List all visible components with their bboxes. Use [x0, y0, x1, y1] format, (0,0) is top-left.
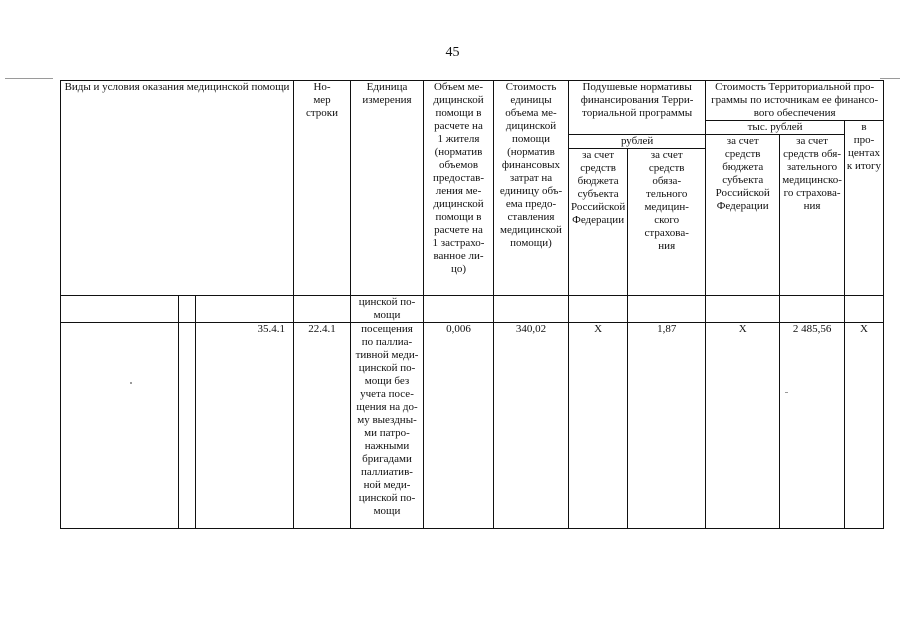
- cell-unit: цинской по- мощи: [351, 296, 424, 323]
- cell-volume: 0,006: [424, 323, 494, 529]
- cell-territorial-budget: [706, 296, 780, 323]
- cell-unit: посещения по паллиа- тивной меди- цинской по- мощи без учета посе- щения на до- му выездны- ми патро- нажными бригадами паллиатив- ной меди- цинской по- мощи: [351, 323, 424, 529]
- header-territorial-budget: за счет средств бюджета субъекта Российской Федерации: [706, 135, 780, 296]
- header-types-of-care: Виды и условия оказания медицинской помощи: [61, 81, 294, 296]
- page-number: 45: [445, 45, 460, 60]
- header-thousand-rubles: тыс. рублей: [706, 121, 845, 135]
- cell-per-capita-oms: [628, 296, 706, 323]
- cell-blank: [61, 323, 179, 529]
- cell-cost: [494, 296, 569, 323]
- cell-cost: 340,02: [494, 323, 569, 529]
- cell-per-capita-budget: [569, 296, 628, 323]
- cell-row-number: [294, 296, 351, 323]
- cell-row-number: 22.4.1: [294, 323, 351, 529]
- cell-territorial-oms: [780, 296, 845, 323]
- scan-artifact: [785, 392, 788, 393]
- cell-territorial-percent: X: [844, 323, 883, 529]
- cell-per-capita-budget: X: [569, 323, 628, 529]
- cell-code: [61, 296, 179, 323]
- header-rubles: рублей: [569, 135, 706, 149]
- cell-per-capita-oms: 1,87: [628, 323, 706, 529]
- header-per-capita-norms: Подушевые нормативы финансирования Терри- ториальной программы: [569, 81, 706, 135]
- cell-volume: [424, 296, 494, 323]
- cell-blank: [196, 296, 294, 323]
- scan-artifact: [5, 78, 53, 79]
- financing-table: [60, 80, 884, 529]
- cell-territorial-percent: [844, 296, 883, 323]
- header-unit-cost: Стоимость единицы объема ме- дицинской помощи (норматив финансовых затрат на единицу объ- ема предо- ставления медицинской помощи): [494, 81, 569, 296]
- header-per-capita-budget: за счет средств бюджета субъекта Российской Федерации: [569, 149, 628, 296]
- header-per-capita-oms: за счет средств обяза- тельного медицин- ского страхова- ния: [628, 149, 706, 296]
- cell-territorial-budget: X: [706, 323, 780, 529]
- scan-artifact: [130, 382, 132, 384]
- cell-code: 35.4.1: [196, 323, 294, 529]
- header-row-number: Но- мер строки: [294, 81, 351, 296]
- table-row: [61, 323, 884, 529]
- header-territorial-cost: Стоимость Территориальной про- граммы по источникам ее финансо- вого обеспечения: [706, 81, 884, 121]
- header-volume: Объем ме- дицинской помощи в расчете на 1 жителя (норматив объемов предостав- ления ме- дицинской помощи в расчете на 1 застрахо- ванное ли- цо): [424, 81, 494, 296]
- cell-territorial-oms: 2 485,56: [780, 323, 845, 529]
- header-unit: Единица измерения: [351, 81, 424, 296]
- scan-artifact: [880, 78, 900, 79]
- header-territorial-percent: в про- центах к итогу: [844, 121, 883, 296]
- header-territorial-oms: за счет средств обя- зательного медицинско- го страхова- ния: [780, 135, 845, 296]
- cell-spacer: [179, 323, 196, 529]
- table-row: [61, 296, 884, 323]
- cell-spacer: [179, 296, 196, 323]
